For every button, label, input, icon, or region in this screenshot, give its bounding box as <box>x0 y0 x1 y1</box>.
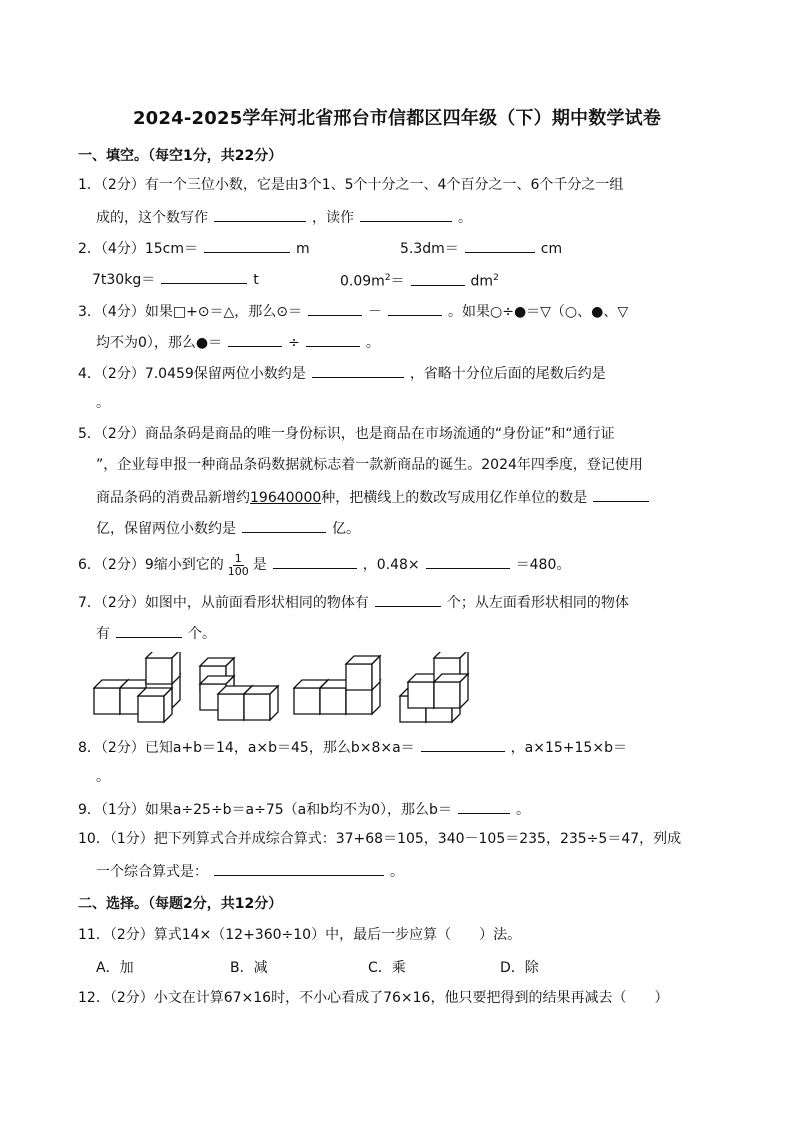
q5-line1: 5．（2分）商品条码是商品的唯一身份标识，也是商品在市场流通的“身份证”和“通行证 <box>78 426 615 442</box>
q9-blank[interactable] <box>458 799 510 814</box>
section-fill-in-heading: 一、填空。（每空1分，共22分） <box>78 148 283 164</box>
q2-blank-2[interactable] <box>465 238 535 253</box>
q2-blank-4[interactable] <box>411 271 465 286</box>
q11-option-b[interactable]: B．减 <box>230 960 268 976</box>
q5-line4: 亿，保留两位小数约是 亿。 <box>96 518 360 538</box>
cube-object-2 <box>200 658 278 720</box>
q9-line: 9．（1分）如果a÷25÷b＝a÷75（a和b均不为0），那么b＝ 。 <box>78 799 530 819</box>
q7-blank-1[interactable] <box>375 592 441 607</box>
cube-object-3 <box>294 656 380 714</box>
cube-object-1 <box>94 652 180 722</box>
q2-blank-3[interactable] <box>161 269 247 284</box>
q12-line: 12．（2分）小文在计算67×16时，不小心看成了76×16，他只要把得到的结果再减去（ ） <box>78 990 669 1006</box>
q4-blank-1[interactable] <box>312 363 404 378</box>
q5-blank-1[interactable] <box>593 487 649 502</box>
q11-option-c[interactable]: C．乘 <box>368 960 406 976</box>
q11-option-d[interactable]: D．除 <box>500 960 539 976</box>
q4-line1: 4．（2分）7.0459保留两位小数约是 ，省略十分位后面的尾数后约是 <box>78 363 606 383</box>
q11-line: 11．（2分）算式14×（12+360÷10）中，最后一步应算（ ）法。 <box>78 927 522 943</box>
exam-title: 2024-2025学年河北省邢台市信都区四年级（下）期中数学试卷 <box>132 108 662 129</box>
cube-object-4 <box>400 652 468 722</box>
q8-line2: 。 <box>96 769 110 785</box>
q3-line2: 均不为0），那么●＝ ÷ 。 <box>96 332 380 352</box>
q3-line1: 3．（4分）如果□+⊙＝△，那么⊙＝ － 。如果○÷●＝▽（○、●、▽ <box>78 301 628 321</box>
q8-blank-1[interactable] <box>421 737 505 752</box>
q5-line3: 商品条码的消费品新增约19640000种，把横线上的数改写成用亿作单位的数是 <box>96 487 655 507</box>
q6-line: 6．（2分）9缩小到它的 $\frac{1}{100}$ 是 ，0.48× ＝480。 <box>78 551 571 578</box>
q3-blank-3[interactable] <box>228 332 282 347</box>
section-choice-heading: 二、选择。（每题2分，共12分） <box>78 896 283 912</box>
q6-blank-1[interactable] <box>273 554 357 569</box>
q3-blank-4[interactable] <box>306 332 360 347</box>
q3-blank-1[interactable] <box>308 301 362 316</box>
q5-blank-2[interactable] <box>242 518 326 533</box>
q10-line1: 10．（1分）把下列算式合并成综合算式：37+68＝105，340－105＝235，235÷5＝47，列成 <box>78 831 682 847</box>
q7-blank-2[interactable] <box>116 623 182 638</box>
q2-line1: 2．（4分）15cm＝ m <box>78 238 310 258</box>
q2-line1-right: 5.3dm＝ cm <box>400 238 562 258</box>
q5-underlined-number: 19640000 <box>250 490 322 506</box>
q1-line2: 成的，这个数写作 ，读作 。 <box>96 207 472 227</box>
q2-blank-1[interactable] <box>204 238 290 253</box>
q7-line1: 7．（2分）如图中，从前面看形状相同的物体有 个；从左面看形状相同的物体 <box>78 592 629 612</box>
q6-blank-2[interactable] <box>426 554 510 569</box>
q1-line1: 1．（2分）有一个三位小数，它是由3个1、5个十分之一、4个百分之一、6个千分之一组 <box>78 177 624 193</box>
q10-blank[interactable] <box>214 861 384 876</box>
q5-line2: ”，企业每申报一种商品条码数据就标志着一款新商品的诞生。2024年四季度，登记使用 <box>96 457 643 473</box>
q7-line2: 有 个。 <box>96 623 216 643</box>
q2-line2: 7t30kg＝ t <box>92 269 259 289</box>
q10-line2: 一个综合算式是： 。 <box>96 861 404 881</box>
cube-stacks-figure <box>92 652 472 724</box>
q1-blank-read[interactable] <box>360 207 452 222</box>
q8-line1: 8．（2分）已知a+b＝14，a×b＝45，那么b×8×a＝ ，a×15+15×b＝ <box>78 737 627 757</box>
q3-blank-2[interactable] <box>388 301 442 316</box>
q2-line2-right: $0.09m^2= dm^2$ <box>340 269 499 291</box>
fraction-one-hundredth: $\frac{1}{100}$ <box>227 551 249 578</box>
q1-blank-write[interactable] <box>214 207 306 222</box>
q11-option-a[interactable]: A．加 <box>96 960 134 976</box>
q4-line2: 。 <box>96 395 110 411</box>
